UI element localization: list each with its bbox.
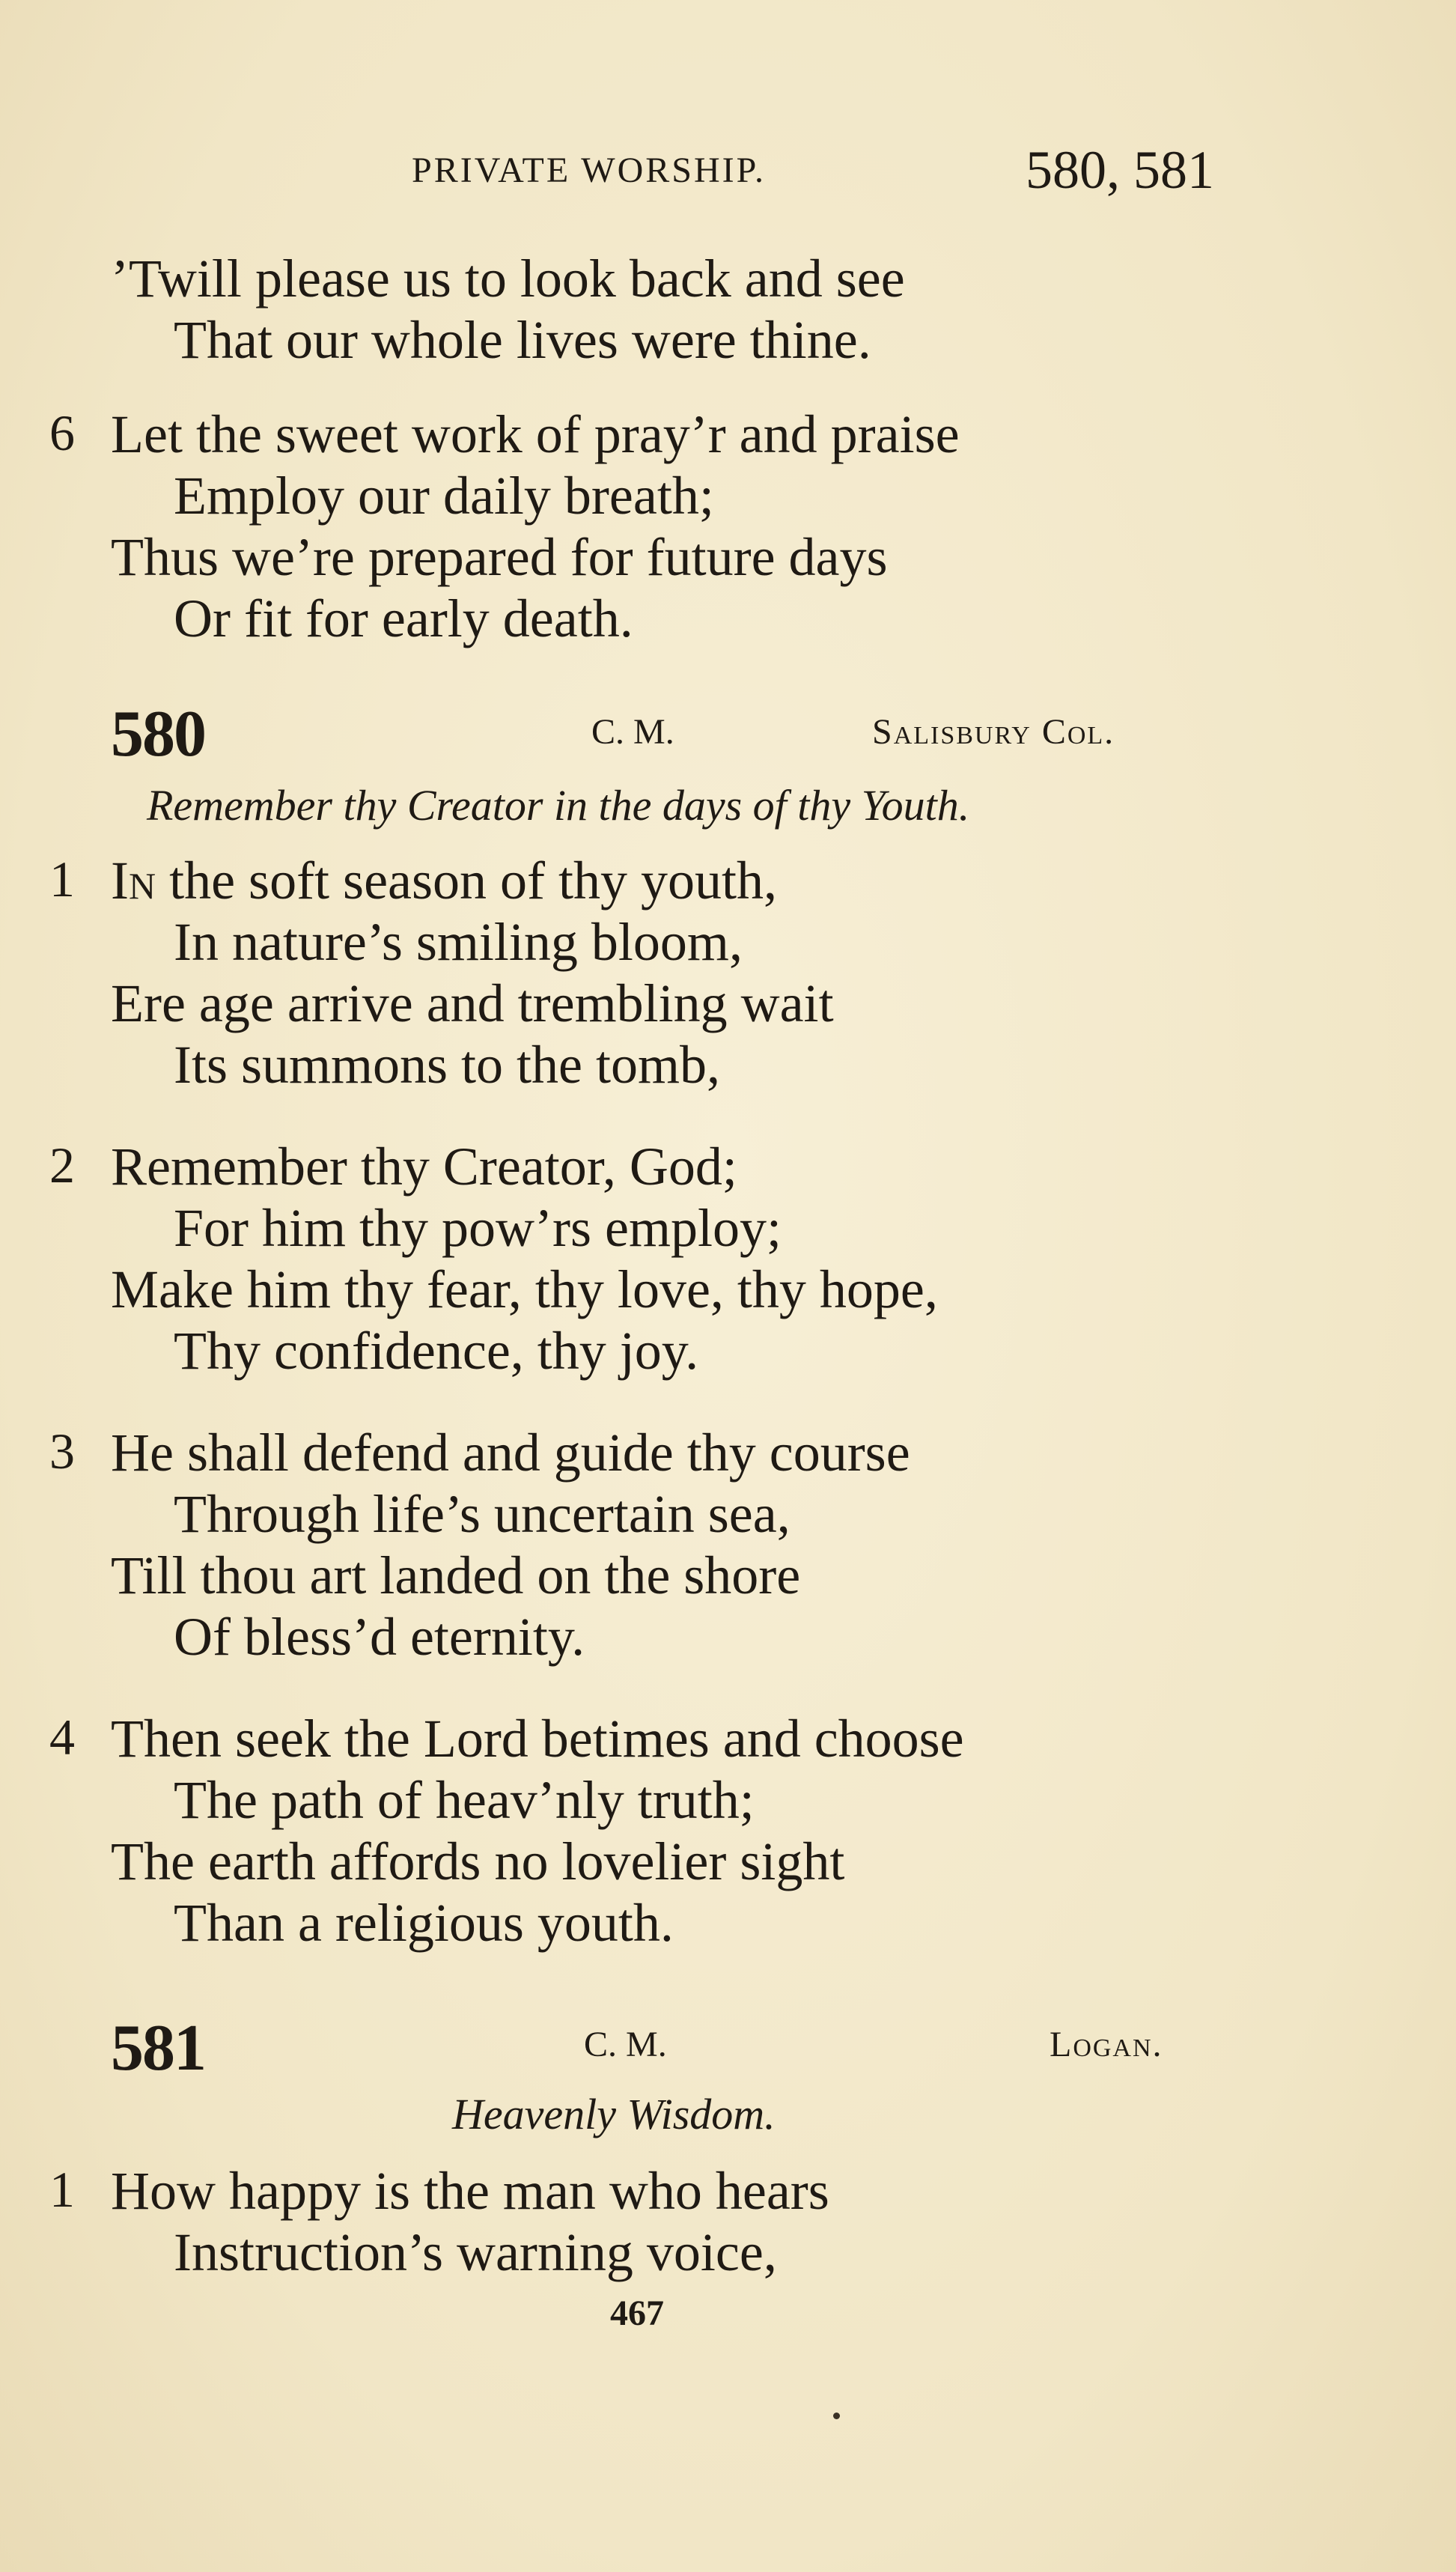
ink-speck bbox=[833, 2413, 840, 2419]
hymn-numbers: 580, 581 bbox=[1026, 140, 1214, 200]
hymn-meter: C. M. bbox=[584, 2025, 667, 2064]
verse-line: Its summons to the tomb, bbox=[174, 1035, 721, 1095]
verse-line: Till thou art landed on the shore bbox=[111, 1545, 801, 1605]
verse-line: The earth affords no lovelier sight bbox=[111, 1831, 845, 1891]
initial-word: In bbox=[111, 851, 156, 910]
running-head: PRIVATE WORSHIP. bbox=[412, 151, 766, 190]
verse-line bbox=[111, 851, 777, 910]
verse-line: ’Twill please us to look back and see bbox=[111, 249, 905, 308]
verse-line: Through life’s uncertain sea, bbox=[174, 1484, 791, 1544]
verse-line: Thus we’re prepared for future days bbox=[111, 527, 888, 587]
verse-line: Thy confidence, thy joy. bbox=[174, 1321, 699, 1381]
hymn-title: Remember thy Creator in the days of thy Youth. bbox=[147, 781, 970, 830]
hymn-meter: C. M. bbox=[591, 712, 674, 752]
verse-line: Remember thy Creator, God; bbox=[111, 1137, 737, 1197]
hymn-number: 580 bbox=[111, 698, 205, 770]
stanza-number: 2 bbox=[49, 1137, 75, 1194]
verse-line: Of bless’d eternity. bbox=[174, 1607, 585, 1667]
stanza-number: 3 bbox=[49, 1423, 75, 1480]
verse-line: How happy is the man who hears bbox=[111, 2161, 829, 2221]
verse-line: The path of heav’nly truth; bbox=[174, 1770, 755, 1830]
hymn-tune: Logan. bbox=[1050, 2025, 1163, 2064]
stanza-number: 1 bbox=[49, 2161, 75, 2218]
verse-line: Then seek the Lord betimes and choose bbox=[111, 1709, 964, 1769]
verse-line-rest: the soft season of thy youth, bbox=[156, 851, 777, 910]
verse-line: Let the sweet work of pray’r and praise bbox=[111, 404, 960, 464]
verse-line: In nature’s smiling bloom, bbox=[174, 912, 743, 972]
stanza-number: 4 bbox=[49, 1709, 75, 1766]
hymn-number: 581 bbox=[111, 2012, 205, 2085]
page-number: 467 bbox=[610, 2293, 664, 2333]
verse-line: He shall defend and guide thy course bbox=[111, 1423, 910, 1483]
verse-line: That our whole lives were thine. bbox=[174, 310, 871, 370]
verse-line: Or fit for early death. bbox=[174, 589, 633, 648]
verse-line: Make him thy fear, thy love, thy hope, bbox=[111, 1259, 938, 1319]
hymn-tune: Salisbury Col. bbox=[872, 712, 1115, 752]
verse-line: Ere age arrive and trembling wait bbox=[111, 973, 834, 1033]
verse-line: Than a religious youth. bbox=[174, 1893, 674, 1953]
hymn-title: Heavenly Wisdom. bbox=[452, 2090, 776, 2138]
verse-line: Employ our daily breath; bbox=[174, 466, 714, 526]
stanza-number: 1 bbox=[49, 851, 75, 908]
verse-line: Instruction’s warning voice, bbox=[174, 2222, 777, 2282]
verse-line: For him thy pow’rs employ; bbox=[174, 1198, 782, 1258]
stanza-number: 6 bbox=[49, 404, 75, 461]
